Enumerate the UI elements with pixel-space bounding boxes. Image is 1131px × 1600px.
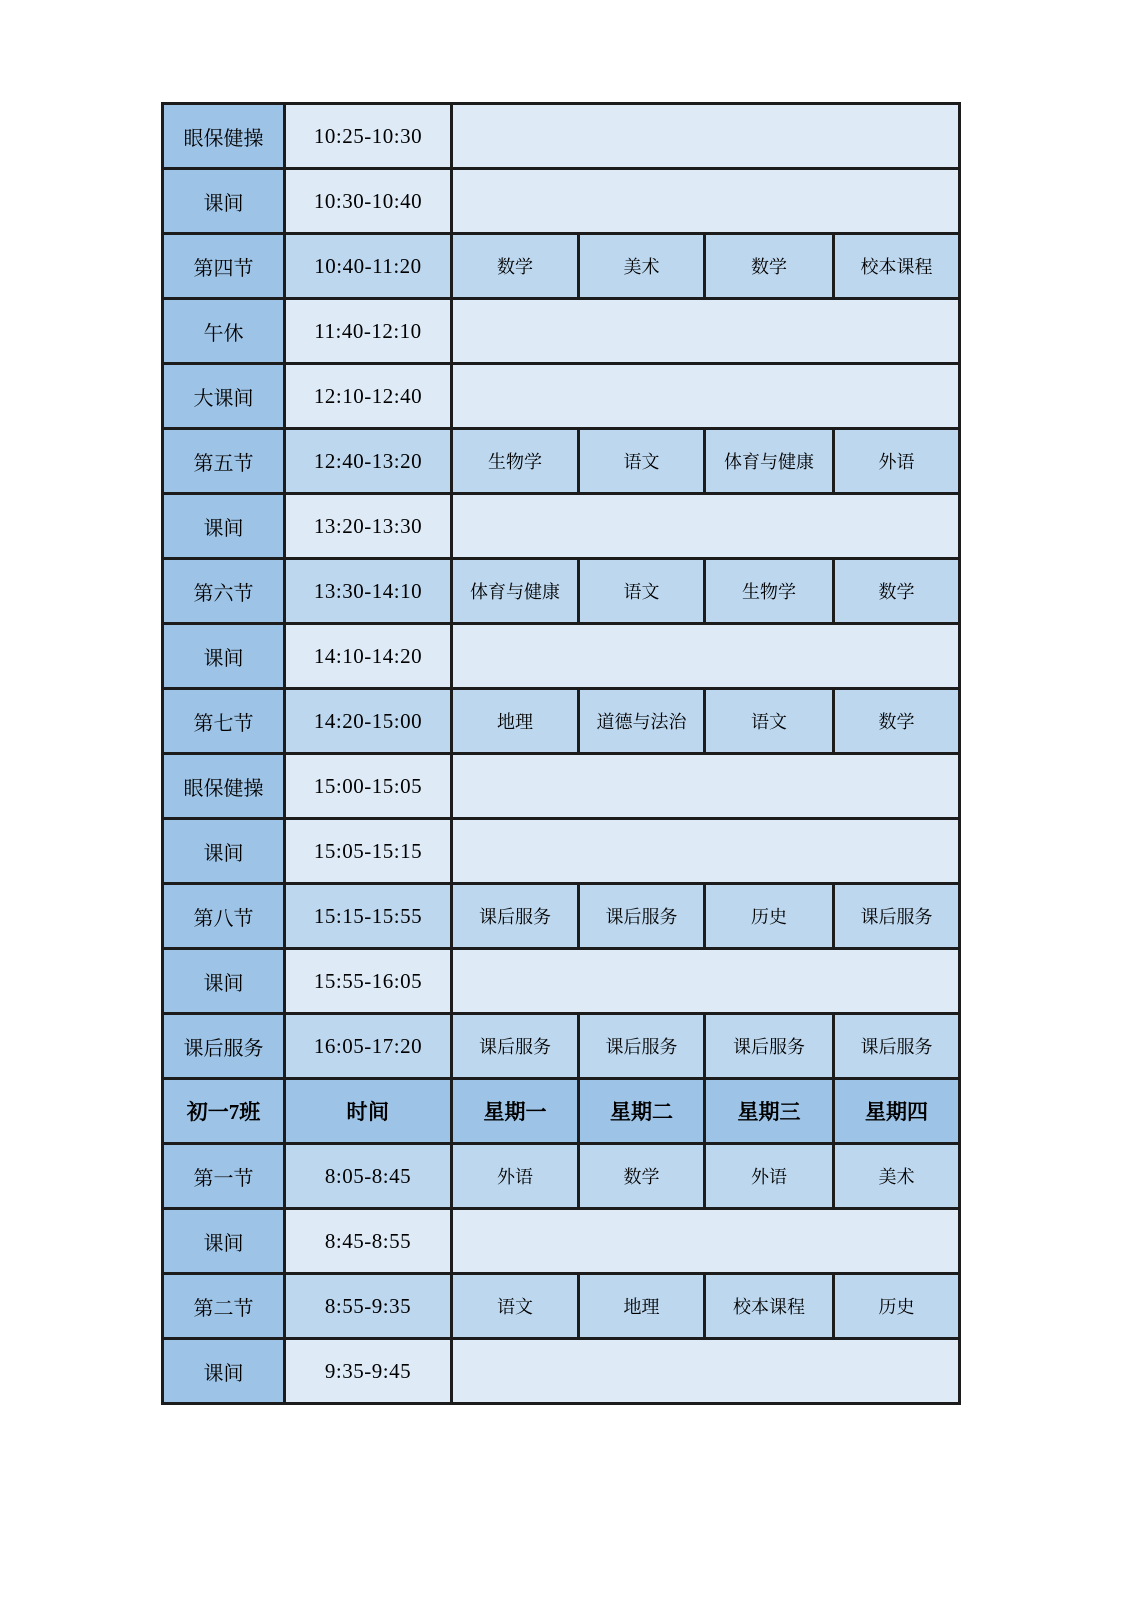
- time-cell: 12:10-12:40: [285, 364, 452, 429]
- empty-cell: [452, 1209, 960, 1274]
- subject-cell: 语文: [452, 1274, 579, 1339]
- period-cell: 第一节: [163, 1144, 285, 1209]
- empty-cell: [452, 364, 960, 429]
- time-cell: 8:45-8:55: [285, 1209, 452, 1274]
- subject-cell: 外语: [452, 1144, 579, 1209]
- time-cell: 15:55-16:05: [285, 949, 452, 1014]
- time-cell: 13:30-14:10: [285, 559, 452, 624]
- table-row: [163, 1014, 960, 1079]
- table-header-row: [163, 1079, 960, 1144]
- period-cell: 课后服务: [163, 1014, 285, 1079]
- day-header-cell: 星期四: [834, 1079, 960, 1144]
- table-row: [163, 689, 960, 754]
- subject-cell: 课后服务: [452, 1014, 579, 1079]
- class-name-cell: 初一7班: [163, 1079, 285, 1144]
- empty-cell: [452, 494, 960, 559]
- table-row: [163, 624, 960, 689]
- empty-cell: [452, 299, 960, 364]
- time-cell: 13:20-13:30: [285, 494, 452, 559]
- subject-cell: 美术: [834, 1144, 960, 1209]
- subject-cell: 体育与健康: [705, 429, 834, 494]
- day-header-cell: 星期一: [452, 1079, 579, 1144]
- subject-cell: 数学: [579, 1144, 705, 1209]
- time-header-cell: 时间: [285, 1079, 452, 1144]
- time-cell: 16:05-17:20: [285, 1014, 452, 1079]
- table-row: [163, 1144, 960, 1209]
- subject-cell: 外语: [834, 429, 960, 494]
- subject-cell: 数学: [834, 689, 960, 754]
- subject-cell: 数学: [705, 234, 834, 299]
- empty-cell: [452, 104, 960, 169]
- subject-cell: 地理: [452, 689, 579, 754]
- period-cell: 课间: [163, 1339, 285, 1404]
- subject-cell: 数学: [834, 559, 960, 624]
- time-cell: 8:55-9:35: [285, 1274, 452, 1339]
- subject-cell: 语文: [579, 559, 705, 624]
- day-header-cell: 星期三: [705, 1079, 834, 1144]
- table-row: [163, 949, 960, 1014]
- period-cell: 第八节: [163, 884, 285, 949]
- subject-cell: 语文: [579, 429, 705, 494]
- subject-cell: 道德与法治: [579, 689, 705, 754]
- table-row: [163, 559, 960, 624]
- table-row: [163, 754, 960, 819]
- subject-cell: 课后服务: [705, 1014, 834, 1079]
- subject-cell: 校本课程: [705, 1274, 834, 1339]
- subject-cell: 体育与健康: [452, 559, 579, 624]
- subject-cell: 课后服务: [834, 884, 960, 949]
- table-row: [163, 169, 960, 234]
- table-row: [163, 1209, 960, 1274]
- subject-cell: 历史: [705, 884, 834, 949]
- table-row: [163, 364, 960, 429]
- empty-cell: [452, 819, 960, 884]
- empty-cell: [452, 949, 960, 1014]
- empty-cell: [452, 754, 960, 819]
- time-cell: 8:05-8:45: [285, 1144, 452, 1209]
- subject-cell: 历史: [834, 1274, 960, 1339]
- subject-cell: 美术: [579, 234, 705, 299]
- time-cell: 11:40-12:10: [285, 299, 452, 364]
- period-cell: 第六节: [163, 559, 285, 624]
- time-cell: 15:05-15:15: [285, 819, 452, 884]
- table-row: [163, 884, 960, 949]
- table-row: [163, 819, 960, 884]
- subject-cell: 课后服务: [579, 1014, 705, 1079]
- empty-cell: [452, 169, 960, 234]
- table-row: [163, 429, 960, 494]
- time-cell: 10:25-10:30: [285, 104, 452, 169]
- period-cell: 眼保健操: [163, 754, 285, 819]
- time-cell: 9:35-9:45: [285, 1339, 452, 1404]
- period-cell: 课间: [163, 949, 285, 1014]
- table-row: [163, 1339, 960, 1404]
- empty-cell: [452, 1339, 960, 1404]
- subject-cell: 数学: [452, 234, 579, 299]
- subject-cell: 语文: [705, 689, 834, 754]
- period-cell: 课间: [163, 1209, 285, 1274]
- period-cell: 第二节: [163, 1274, 285, 1339]
- subject-cell: 课后服务: [452, 884, 579, 949]
- subject-cell: 地理: [579, 1274, 705, 1339]
- period-cell: 午休: [163, 299, 285, 364]
- table-row: [163, 494, 960, 559]
- subject-cell: 课后服务: [834, 1014, 960, 1079]
- period-cell: 课间: [163, 169, 285, 234]
- time-cell: 14:20-15:00: [285, 689, 452, 754]
- period-cell: 课间: [163, 819, 285, 884]
- subject-cell: 生物学: [452, 429, 579, 494]
- period-cell: 大课间: [163, 364, 285, 429]
- table-row: [163, 234, 960, 299]
- empty-cell: [452, 624, 960, 689]
- period-cell: 课间: [163, 494, 285, 559]
- period-cell: 第四节: [163, 234, 285, 299]
- time-cell: 12:40-13:20: [285, 429, 452, 494]
- table-row: [163, 1274, 960, 1339]
- day-header-cell: 星期二: [579, 1079, 705, 1144]
- time-cell: 15:15-15:55: [285, 884, 452, 949]
- time-cell: 15:00-15:05: [285, 754, 452, 819]
- time-cell: 10:40-11:20: [285, 234, 452, 299]
- table-row: [163, 104, 960, 169]
- period-cell: 第七节: [163, 689, 285, 754]
- period-cell: 眼保健操: [163, 104, 285, 169]
- subject-cell: 校本课程: [834, 234, 960, 299]
- class-timetable: [161, 102, 961, 1405]
- period-cell: 第五节: [163, 429, 285, 494]
- time-cell: 14:10-14:20: [285, 624, 452, 689]
- time-cell: 10:30-10:40: [285, 169, 452, 234]
- subject-cell: 外语: [705, 1144, 834, 1209]
- subject-cell: 课后服务: [579, 884, 705, 949]
- subject-cell: 生物学: [705, 559, 834, 624]
- period-cell: 课间: [163, 624, 285, 689]
- table-row: [163, 299, 960, 364]
